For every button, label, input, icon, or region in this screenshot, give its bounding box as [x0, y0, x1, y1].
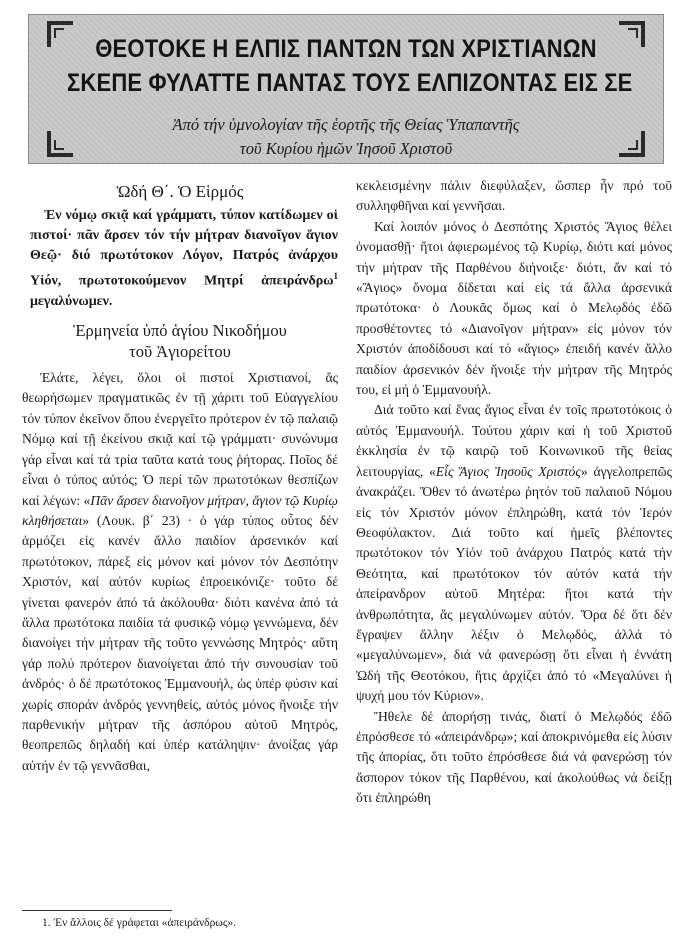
irmos-text: Ἐν νόμῳ σκιᾷ καί γράμματι, τύπον κατίδωμεν οἱ πιστοί· πᾶν ἄρσεν τόν τήν μήτραν διανοῖγον ἅγιον Θεῷ· διό πρωτότοκον Λόγον, Πατρός ἀνάρχου Υἱόν, πρωτοτοκούμενον Μητρί ἀπειράνδρω$^1$ μεγαλύνωμεν.	[30, 208, 338, 310]
right-column	[356, 176, 672, 809]
paragraph-continued: κεκλεισμένην πάλιν διεφύλαξεν, ὥσπερ ἦν πρό τοῦ συλληφθῆναι καί γεννῆσαι.	[356, 178, 672, 214]
header-banner	[28, 14, 664, 164]
banner-title-line2: ΣΚΕΠΕ ΦΥΛΑΤΤΕ ΠΑΝΤΑΣ ΤΟΥΣ ΕΛΠΙΖΟΝΤΑΣ ΕΙΣ ΣΕ	[67, 69, 633, 97]
banner-subtitle-line2: τοῦ Κυρίου ἡμῶν Ἰησοῦ Χριστοῦ	[239, 139, 453, 158]
paragraph: Καί λοιπόν μόνος ὁ Δεσπότης Χριστός Ἅγιος θέλει ὀνομασθῇ· ἤτοι ἀφιερωμένος τῷ Κυρίῳ, διότι καί μόνος τήν μήτραν τῆς Παρθένου διήνοιξε· διότι, ἄν καί τό «Ἅγιος» ὄνομα δίδεται καί εἰς τά ἄλλα ἀρσενικά πρωτότοκα· ὁ Λουκᾶς ὅμως καί ὁ Μελῳδός ἐδῶ προσθέτοντες τό «Διανοῖγον μήτραν» εἰς μόνον τόν Χριστόν ἀποδίδουσι καί τό «ἅγιος» ἐπειδή κανέν ἄλλο παιδίον ἀρσενικόν δέν ἤνοιξε τήν μήτραν τῆς Μητρός του, εἰ μή ὁ Ἐμμανουήλ.	[356, 218, 672, 398]
footnote-rule	[22, 910, 172, 911]
paragraph: Διά τοῦτο καί ἕνας ἅγιος εἶναι ἐν τοῖς πρωτοτόκοις ὁ αὐτός Ἐμμανουήλ. Τούτου χάριν καί ἡ τοῦ Χριστοῦ ἐκκλησία ἐν τῷ καιρῷ τοῦ Κοινωνικοῦ τῆς θείας λειτουργίας, «Εἷς Ἅγιος Ἰησοῦς Χριστός» ἀγγελοπρεπῶς ἀνακράζει. Ὅθεν τό ἀνωτέρω ῥητόν τοῦ παλαιοῦ Νόμου εἰς τόν Χριστόν μόνον ἐπληρώθη, κατά τόν Ἱερόν Θεοφύλακτον. Διά τοῦτο καί ἡμεῖς βλέποντες πρωτότοκον τόν Υἱόν τοῦ ἀνάρχου Πατρός κατά τήν Θεότητα, καί πρωτότοκον τόν αὐτόν κατά τήν ἀπείρανδρον αὐτοῦ Μητέρα: ἤτοι κατά τήν ἀνθρωπότητα, ἄς μεγαλύνωμεν αὐτόν. Ὅρα δέ ὅτι δέν ἔγραψεν ἄλλην λέξιν ὁ Μελῳδός, ἀλλά τό «μεγαλύνωμεν», διά νά φανερώσῃ ὅτι εἶναι ἡ ἐννάτη Ὠδή τῆς Θεοτόκου, ἥτις ἀρχίζει ἀπό τό «Μεγαλύνει ἡ ψυχή μου τόν Κύριον».	[356, 402, 672, 704]
liturgical-quote: Εἷς Ἅγιος Ἰησοῦς Χριστός	[435, 463, 581, 479]
banner-subtitle-line1: Ἀπό τήν ὑμνολογίαν τῆς ἑορτῆς τῆς Θείας Ὑπαπαντῆς	[172, 115, 520, 134]
left-column	[22, 176, 338, 776]
paragraph: Ἐλάτε, λέγει, ὅλοι οἱ πιστοί Χριστιανοί, ἄς θεωρήσωμεν πραγματικῶς ἐν τῇ χάριτι τοῦ Εὐαγγελίου τόν τύπον ἐκεῖνον ὅπου ἐνεργεῖτο πρότερον ἐν τῷ παλαιῷ Νόμῳ καί τῇ ἐκείνου σκιᾷ καί τῷ γράμματι· συνώνυμα γάρ εἶναι καί τά τρία ταῦτα κατά τους ῥήτορας. Ποῖος δέ εἶναι ὁ τύπος αὐτός; Ὁ περί τῶν πρωτοτόκων θεσπίζων καί λέγων: «Πᾶν ἄρσεν διανοῖγον μήτραν, ἅγιον τῷ Κυρίῳ κληθήσεται» (Λουκ. β΄ 23) · ὁ γάρ τύπος οὗτος δέν ἁρμόζει εἰς κανέν ἄλλο παιδίον ἀρσενικόν καί πρωτότοκον, πάρεξ εἰς μόνον καί μόνον τόν Δεσπότην Χριστόν, καί αὐτόν κυρίως ἐπροεικόνιζε· τοῦτο δέ γίνεται φανερόν ἀπό τά ἀκόλουθα· διότι κανένα ἀπό τά ἄλλα πρωτότοκα παιδία τά φυσικῷ νόμῳ γεννώμενα, δέν διανοίγει τήν μήτραν τῆς τοῦτο γεννώσης Μητρός· αὕτη γάρ πολύ πρότερον διανοίγεται ἀπό τήν συνουσίαν τοῦ ἀνδρός· ὁ δέ πρωτότοκος Ἐμμανουήλ, ὡς ὑπέρ φύσιν καί χωρίς σποράν ἀνδρός γεννηθείς, αὐτός μόνος ἤνοιξε τήν παρθενικήν μήτραν τῆς ἀσπόρου αὐτοῦ Μητρός, θεοπρεπῶς δηλαδή καί ὑπέρ κατάληψιν· ἀνοίξας γάρ αὐτήν ἐν τῷ γεννᾶσθαι,	[22, 370, 339, 773]
footnote: 1. Ἐν ἄλλοις δέ γράφεται «ἀπειράνδρως».	[42, 917, 237, 929]
commentary-heading-line1: Ἑρμηνεία ὑπό ἁγίου Νικοδήμου	[73, 321, 287, 341]
footnote-marker: 1	[333, 271, 338, 282]
odi-heading: Ὠδή Θ΄. Ὁ Εἱρμός	[116, 182, 244, 201]
scripture-quote: Πᾶν ἄρσεν διανοῖγον μήτραν, ἅγιον τῷ Κυρίῳ κληθήσεται	[22, 492, 339, 528]
commentary-heading	[22, 320, 338, 362]
paragraph: Ἤθελε δέ ἀπορήσῃ τινάς, διατί ὁ Μελῳδός ἐδῶ ἐπρόσθεσε τό «ἀπειράνδρῳ»; καί ἀποκρινόμεθα εἰς λύσιν τῆς ἀπορίας, ὅτι τοῦτο ἐπρόσθεσε διά νά φανερώσῃ τόν ἄσπορον τόκον τῆς Παρθένου, καί ἀκολούθως νά δείξῃ ὅτι ἐπληρώθη	[356, 708, 672, 806]
commentary-heading-line2: τοῦ Ἁγιορείτου	[129, 342, 231, 362]
banner-title-line1: ΘΕΟΤΟΚΕ Η ΕΛΠΙΣ ΠΑΝΤΩΝ ΤΩΝ ΧΡΙΣΤΙΑΝΩΝ	[95, 35, 597, 63]
